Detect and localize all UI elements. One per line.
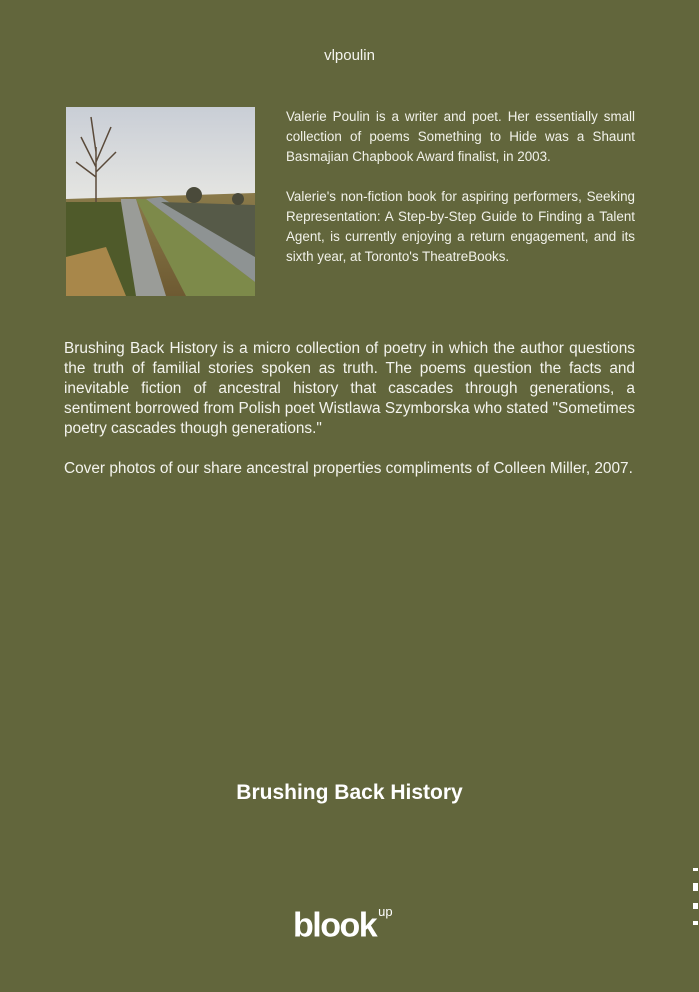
publisher-logo-sup: up bbox=[378, 904, 393, 919]
author-photo bbox=[66, 107, 255, 296]
author-bio bbox=[286, 107, 635, 287]
publisher-logo-text: blook bbox=[293, 906, 377, 945]
book-title: Brushing Back History bbox=[236, 781, 463, 804]
author-handle: vlpoulin bbox=[324, 47, 375, 64]
bio-paragraph: Valerie's non-fiction book for aspiring performers, Seeking Representation: A Step-by-Step Guide to Finding a Talent Agent, is currently enjoying a return engagement, and its sixth year, at Toronto's TheatreBooks. bbox=[286, 189, 635, 264]
description-paragraph: Cover photos of our share ancestral properties compliments of Colleen Miller, 2007. bbox=[64, 460, 633, 477]
book-description bbox=[64, 339, 635, 499]
bio-paragraph: Valerie Poulin is a writer and poet. Her essentially small collection of poems Something to Hide was a Shaunt Basmajian Chapbook Award finalist, in 2003. bbox=[286, 109, 635, 164]
description-paragraph: Brushing Back History is a micro collection of poetry in which the author questions the truth of familial stories spoken as truth. The poems question the facts and inevitable fiction of ancestral history that cascades through generations, a sentiment borrowed from Polish poet Wistlawa Szymborska who stated "Sometimes poetry cascades though generations." bbox=[64, 340, 635, 437]
publisher-logo bbox=[293, 902, 393, 943]
barcode-edge-mark bbox=[693, 868, 699, 938]
